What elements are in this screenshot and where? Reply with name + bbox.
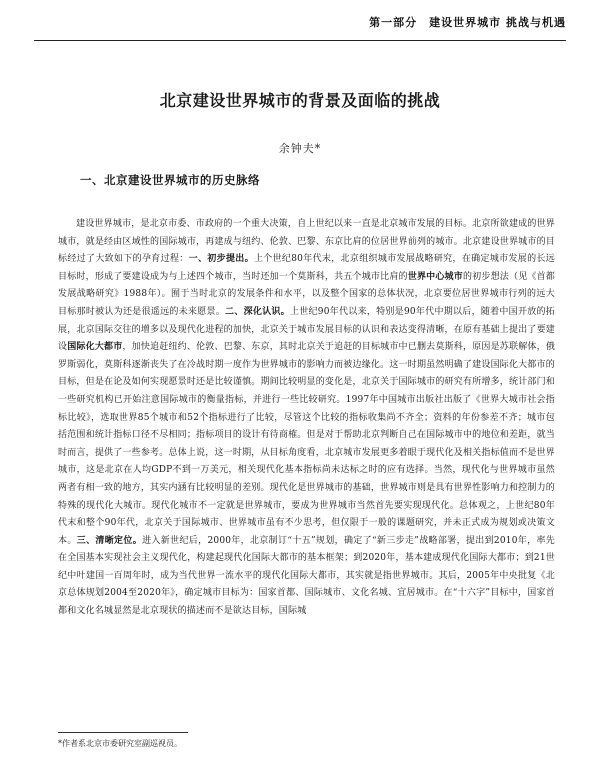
keyword-international-metropolis: 国际化大都市 xyxy=(67,342,123,353)
footnote-divider xyxy=(58,732,188,733)
article-title: 北京建设世界城市的背景及面临的挑战 xyxy=(159,91,441,110)
body-paragraph-stage-two-cont: ，加快追赶纽约、伦敦、巴黎、东京，其时北京关于追赶的目标城市中已删去莫斯科，原因是苏联解体，俄罗斯弱化，莫斯科逐渐丧失了在冷战时期一度作为世界城市的影响力而被边缘化。这一时期虽然明确了建设国际化大都市的目标，但是在论及如何实现愿景时还是比较谨慎。期间比较明显的变化是，北京关于国际城市的研究有所增多，统计部门和一些研究机构已开始注意国际城市的衡量指标，并进行一些比较研究。1997年中国城市出版社出版了《世界大城市社会指标比较》，选取世界85个城市和52个指标进行了比较，尽管这个比较的指标收集尚不齐全；资料的年份参差不齐；城市包括范围和统计指标口径不尽相同；指标项目的设计有待商榷。但是对于帮助北京判断自己在国际城市中的地位和差距，就当时而言，提供了一些参考。总体上说，这一时期，从目标角度看，北京城市发展更多着眼于现代化及相关指标值而不是世界城市，这是北京在人均GDP不到一万美元，相关现代化基本指标尚未达标之时的应有选择。当然，现代化与世界城市虽然两者有相一致的地方，其实内涵有比较明显的差别。现代化是世界城市的基础，世界城市则是具有世界性影响力和控制力的特殊的现代化大城市。现代化城市不一定就是世界城市，要成为世界城市当然首先要实现现代化。总体观之，上世纪80年代末和整个90年代，北京关于国际城市、世界城市虽有不少思考，但仅限于一般的课题研究，并未正式成为规划或决策文本。 xyxy=(58,342,556,546)
body-text xyxy=(58,216,555,621)
keyword-stage-one: 一、初步提出。 xyxy=(188,254,254,265)
keyword-stage-three: 三、清晰定位。 xyxy=(76,535,143,546)
body-paragraph-stage-one: 上个世纪80年代末，北京组织城市发展战略研究，在确定城市发展的长远目标时，形成了要建设成为与上述四个城市，当时还加一个莫斯科，共五个城市比肩的 xyxy=(58,254,555,282)
section-heading: 一、北京建设世界城市的历史脉络 xyxy=(80,173,260,187)
body-paragraph-stage-one-cont: 的初步想法（见《首都发展战略研究》1988年）。囿于当时北京的发展条件和水平，以及整个国家的总体状况，北京要位居世界城市行列的远大目标那时被认为还是很遥远的未来愿景。 xyxy=(58,271,555,317)
author-name: 余钟夫* xyxy=(278,142,322,155)
keyword-world-center-city: 世界中心城市 xyxy=(407,271,463,282)
body-paragraph-stage-two: 上世纪90年代以来，特别是90年代中期以后，随着中国开放的拓展，北京国际交往的增多以及现代化进程的加快，北京关于城市发展目标的认识和表达变得清晰，在原有基础上提出了要建设 xyxy=(58,306,555,353)
running-header: 第一部分 建设世界城市 挑战与机遇 xyxy=(369,16,566,29)
keyword-stage-two: 二、深化认识。 xyxy=(225,306,290,317)
author-footnote: *作者系北京市委研究室副巡视员。 xyxy=(58,739,182,748)
body-paragraph-intro: 建设世界城市，是北京市委、市政府的一个重大决策，自上世纪以来一直是北京城市发展的目标。北京所欲建成的世界城市，就是经由区域性的国际城市，再建成与纽约、伦敦、巴黎、东京比肩的位居世界前列的城市。北京建设世界城市的目标经过了大致如下的孕育过程： xyxy=(58,219,555,265)
header-divider xyxy=(34,40,566,41)
body-paragraph-stage-three: 进入新世纪后，2000年，北京制订“十五”规划，确定了“新三步走”战略部署，提出到2010年，率先在全国基本实现社会主义现代化，构建起现代化国际大都市的基本框架；到2020年，基本建成现代化国际大都市；到21世纪中叶建国一百周年时，成为当代世界一流水平的现代化国际大都市，其实就是指世界城市。其后，2005年中央批复《北京总体规划2004至2020年》，确定城市目标为：国家首都、国际城市、文化名城、宜居城市。在“十六字”目标中，国家首都和文化名城显然是北京现状的描述而不是欲达目标，国际城 xyxy=(58,535,555,617)
